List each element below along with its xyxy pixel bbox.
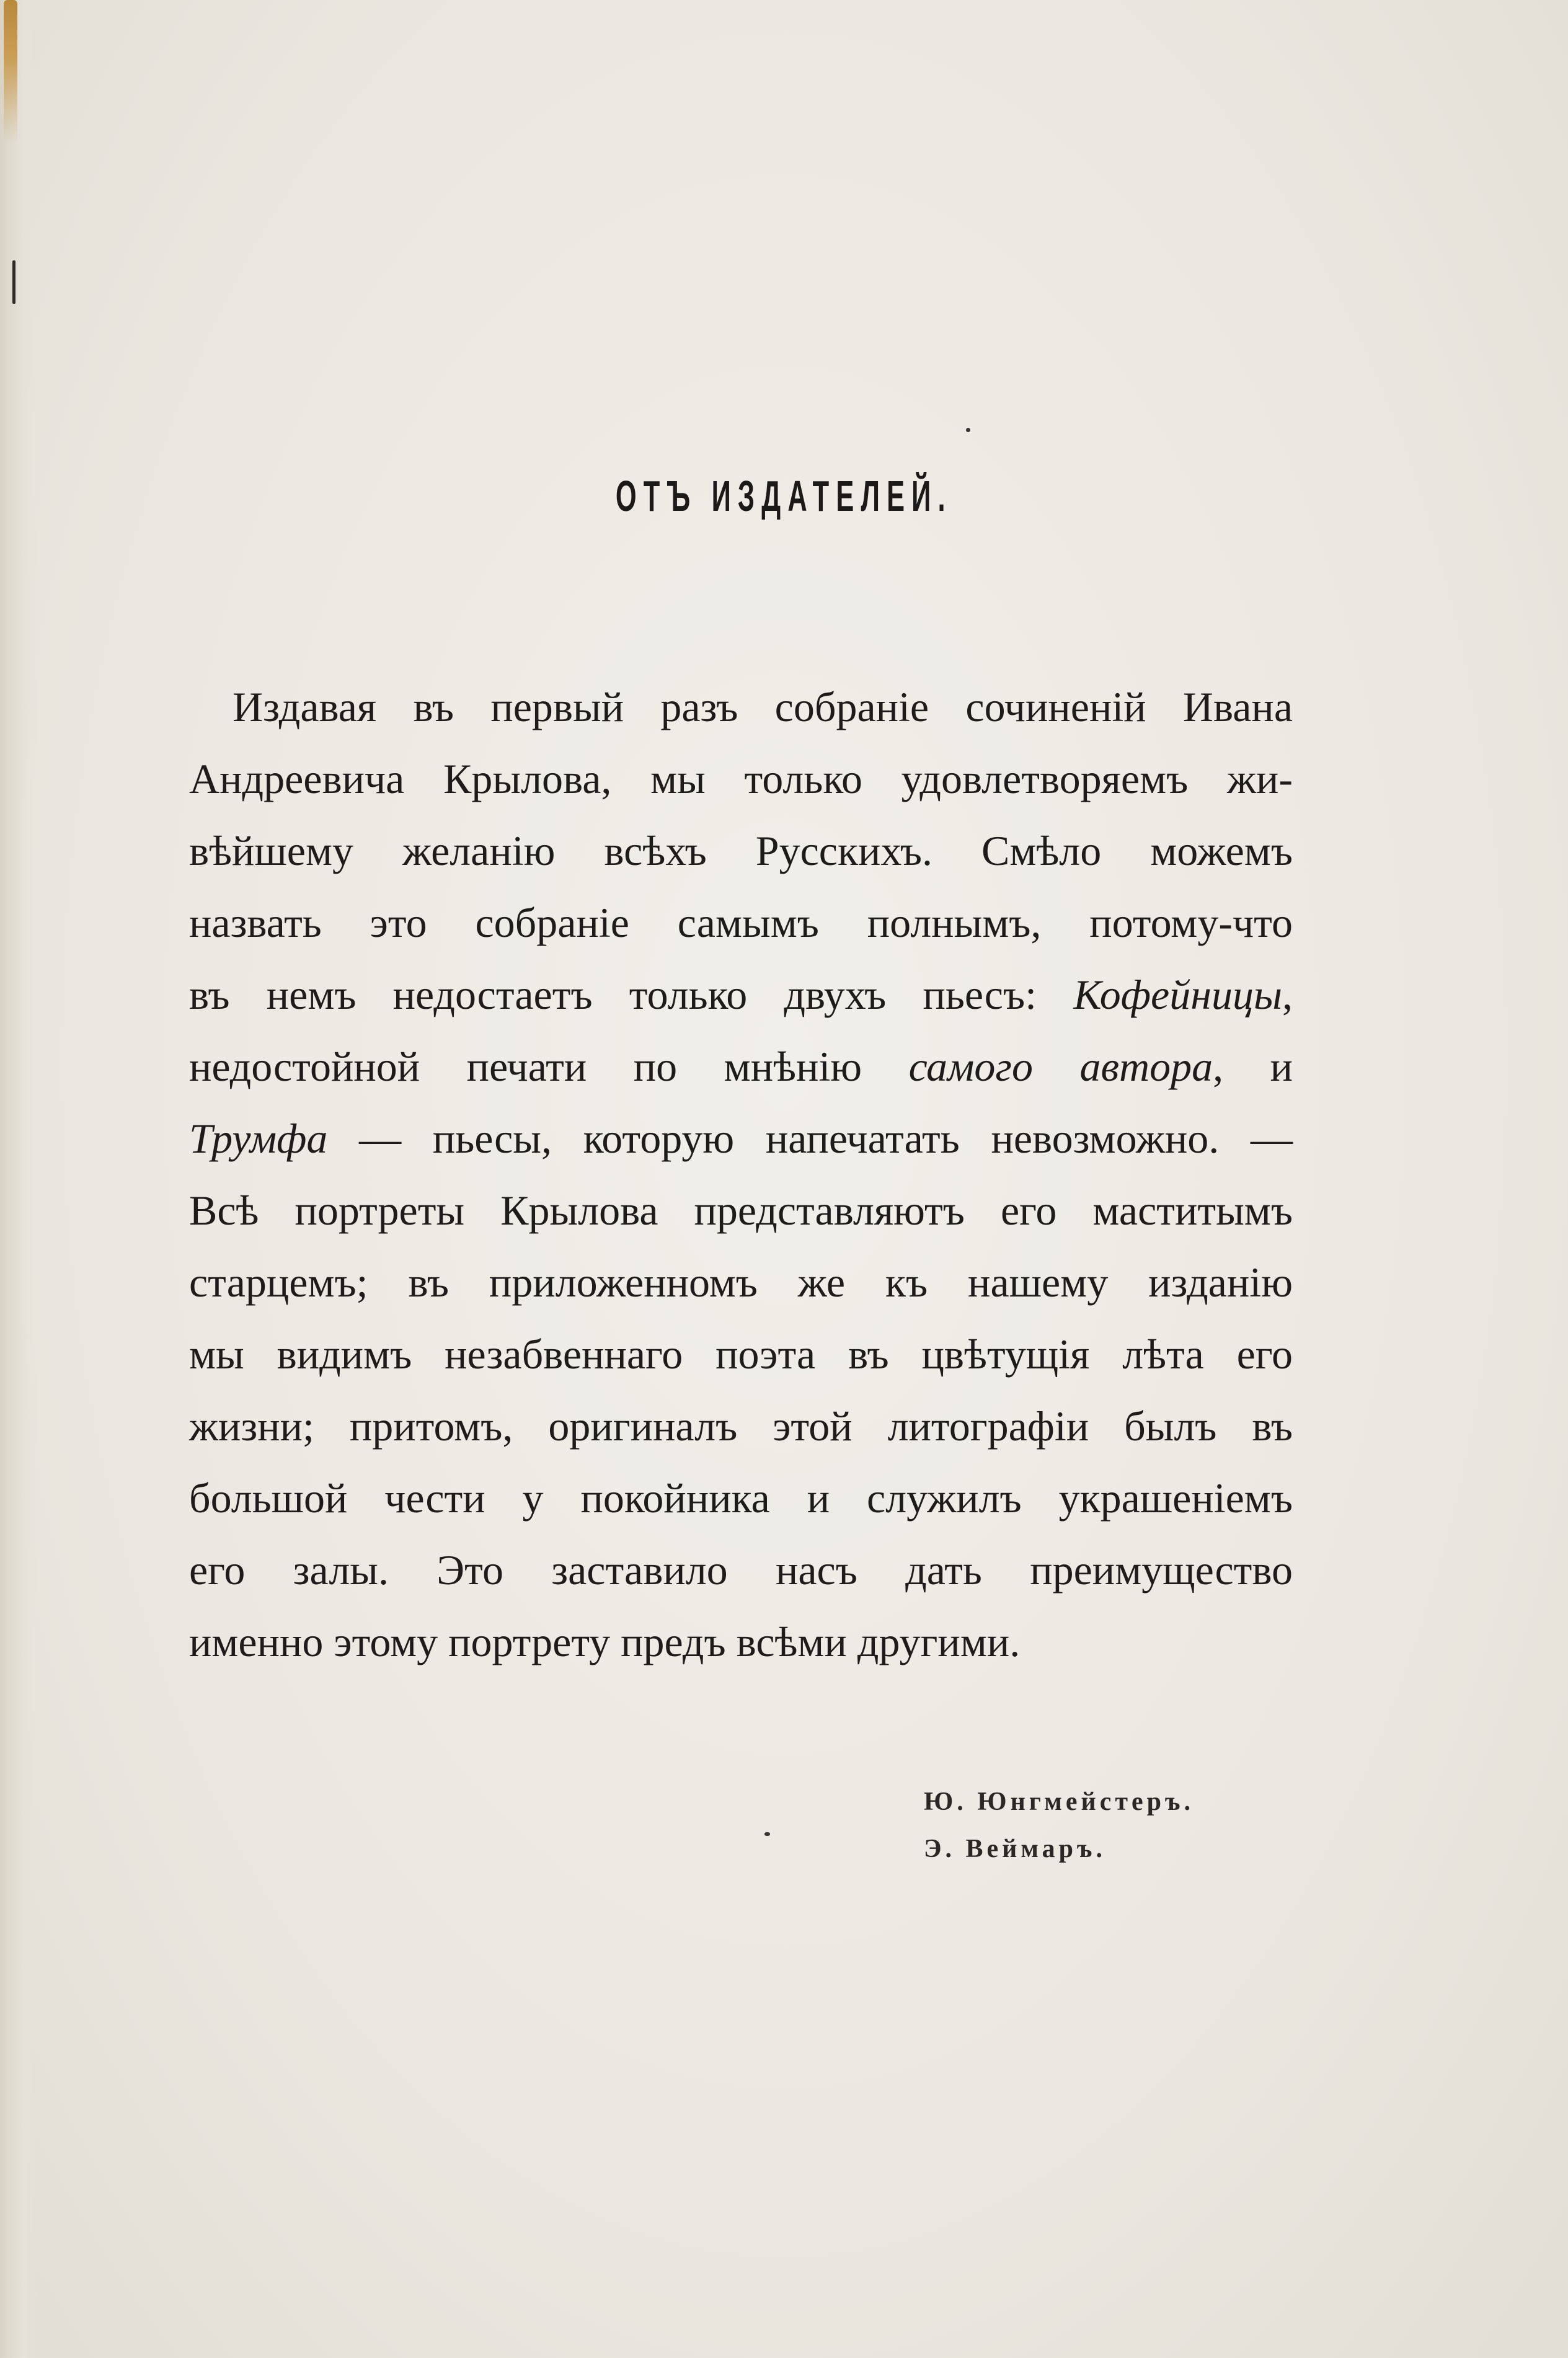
signature-line: Э. Веймаръ. — [924, 1835, 1107, 1863]
text-run: — пьесы, которую напечатать невозможно. — — [327, 1115, 1293, 1162]
text-line — [189, 1462, 1293, 1534]
text-line — [189, 743, 1293, 815]
text-line — [189, 1606, 1293, 1678]
text-run: его залы. Это заставило насъ дать преимущество — [189, 1546, 1293, 1593]
italic-text: самого автора — [908, 1043, 1213, 1090]
text-run: вѣйшему желанію всѣхъ Русскихъ. Смѣло можемъ — [189, 827, 1293, 874]
italic-text: Трумфа — [189, 1115, 328, 1162]
italic-text: Кофейницы — [1073, 971, 1282, 1018]
text-run: большой чести у покойника и служилъ украшеніемъ — [189, 1474, 1293, 1522]
text-line — [189, 671, 1293, 743]
text-run: Издавая въ первый разъ собраніе сочиненій Ивана — [233, 683, 1293, 730]
ink-speck — [764, 1832, 770, 1836]
text-line — [189, 1102, 1293, 1174]
text-line — [189, 959, 1293, 1031]
publisher-signatures — [924, 1778, 1271, 1873]
text-run: именно этому портрету предъ всѣми другими. — [189, 1618, 1021, 1665]
text-line — [189, 1534, 1293, 1606]
text-run: , — [1282, 971, 1293, 1018]
text-run: мы видимъ незабвеннаго поэта въ цвѣтущія лѣта его — [189, 1331, 1293, 1378]
page-left-edge — [0, 0, 37, 2358]
page-title: ОТЪ ИЗДАТЕЛЕЙ. — [615, 472, 952, 520]
preface-paragraph — [189, 671, 1293, 1678]
binding-thread — [4, 0, 17, 143]
text-run: назвать это собраніе самымъ полнымъ, потому-что — [189, 899, 1293, 946]
edge-mark — [12, 260, 16, 304]
text-line — [189, 1246, 1293, 1318]
text-run: жизни; притомъ, оригиналъ этой литографіи былъ въ — [189, 1403, 1293, 1450]
text-run: Андреевича Крылова, мы только удовлетворяемъ жи- — [189, 755, 1293, 802]
signature-line: Ю. Юнгмейстеръ. — [924, 1788, 1195, 1816]
text-line — [189, 887, 1293, 959]
ink-speck — [966, 428, 970, 432]
text-run: недостойной печати по мнѣнію — [189, 1043, 909, 1090]
text-run: старцемъ; въ приложенномъ же къ нашему изданію — [189, 1259, 1293, 1306]
text-line — [189, 1174, 1293, 1246]
text-line — [189, 1390, 1293, 1462]
text-line — [189, 1318, 1293, 1390]
text-line — [189, 1031, 1293, 1102]
text-run: въ немъ недостаетъ только двухъ пьесъ: — [189, 971, 1074, 1018]
text-run: , и — [1213, 1043, 1293, 1090]
text-line — [189, 815, 1293, 887]
text-run: Всѣ портреты Крылова представляютъ его маститымъ — [189, 1187, 1293, 1234]
